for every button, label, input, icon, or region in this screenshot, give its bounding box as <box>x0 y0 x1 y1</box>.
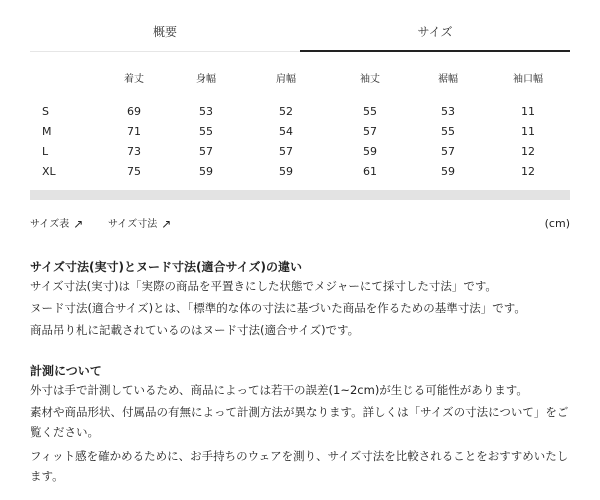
size-measure-link[interactable] <box>108 215 171 234</box>
table-cell: 71 <box>127 125 141 138</box>
table-cell: 57 <box>363 125 377 138</box>
horizontal-scrollbar[interactable] <box>30 190 570 200</box>
paragraph: 商品吊り札に記載されているのはヌード寸法(適合サイズ)です。 <box>30 323 360 337</box>
paragraph: 素材や商品形状、付属品の有無によって計測方法が異なります。詳しくは「サイズの寸法について」をご覧ください。 <box>30 405 569 439</box>
table-cell: 61 <box>363 165 377 178</box>
size-table-link[interactable] <box>30 215 83 234</box>
table-cell: 12 <box>521 145 535 158</box>
external-arrow-icon: ↗ <box>161 217 172 231</box>
size-label: XL <box>42 165 56 178</box>
table-cell: 69 <box>127 105 141 118</box>
table-cell: 55 <box>441 125 455 138</box>
size-links <box>30 215 570 233</box>
table-cell: 57 <box>279 145 293 158</box>
section-title: 計測について <box>30 364 102 378</box>
table-cell: 55 <box>199 125 213 138</box>
section-title: サイズ寸法(実寸)とヌード寸法(適合サイズ)の違い <box>30 260 303 274</box>
tab-size[interactable]: サイズ <box>417 25 453 39</box>
header-cell: 肩幅 <box>276 74 296 85</box>
size-table-link-label: サイズ表 <box>30 219 70 230</box>
tab-bar <box>30 14 570 54</box>
table-cell: 11 <box>521 105 535 118</box>
table-cell: 59 <box>199 165 213 178</box>
table-cell: 12 <box>521 165 535 178</box>
tab-overview[interactable]: 概要 <box>152 25 177 39</box>
header-cell: 袖丈 <box>360 74 380 85</box>
size-label: M <box>42 125 52 138</box>
table-cell: 55 <box>363 105 377 118</box>
paragraph: フィット感を確かめるために、お手持ちのウェアを測り、サイズ寸法を比較されることをおすすめいたします。 <box>30 449 569 483</box>
table-row <box>30 162 570 182</box>
table-cell: 53 <box>441 105 455 118</box>
paragraph: サイズ寸法(実寸)は「実際の商品を平置きにした状態でメジャーにて採寸した寸法」です。 <box>30 279 497 293</box>
table-row <box>30 102 570 122</box>
table-row <box>30 142 570 162</box>
header-cell: 袖口幅 <box>513 74 543 85</box>
table-cell: 53 <box>199 105 213 118</box>
table-cell: 59 <box>279 165 293 178</box>
size-measure-link-label: サイズ寸法 <box>108 219 158 230</box>
unit-label: (cm) <box>544 217 570 230</box>
table-cell: 73 <box>127 145 141 158</box>
table-cell: 11 <box>521 125 535 138</box>
table-cell: 57 <box>199 145 213 158</box>
table-cell: 57 <box>441 145 455 158</box>
table-header <box>30 70 570 90</box>
table-cell: 59 <box>441 165 455 178</box>
header-cell: 着丈 <box>124 74 144 85</box>
external-arrow-icon: ↗ <box>73 217 84 231</box>
paragraph: ヌード寸法(適合サイズ)とは、「標準的な体の寸法に基づいた商品を作るための基準寸法」です。 <box>30 301 526 315</box>
size-label: L <box>42 145 49 158</box>
size-label: S <box>42 105 49 118</box>
active-tab-indicator <box>300 50 570 52</box>
header-cell: 裾幅 <box>438 74 458 85</box>
table-row <box>30 122 570 142</box>
table-cell: 75 <box>127 165 141 178</box>
header-cell: 身幅 <box>196 74 216 85</box>
paragraph: 外寸は手で計測しているため、商品によっては若干の誤差(1~2cm)が生じる可能性があります。 <box>30 383 528 397</box>
table-cell: 59 <box>363 145 377 158</box>
table-cell: 54 <box>279 125 293 138</box>
table-cell: 52 <box>279 105 293 118</box>
